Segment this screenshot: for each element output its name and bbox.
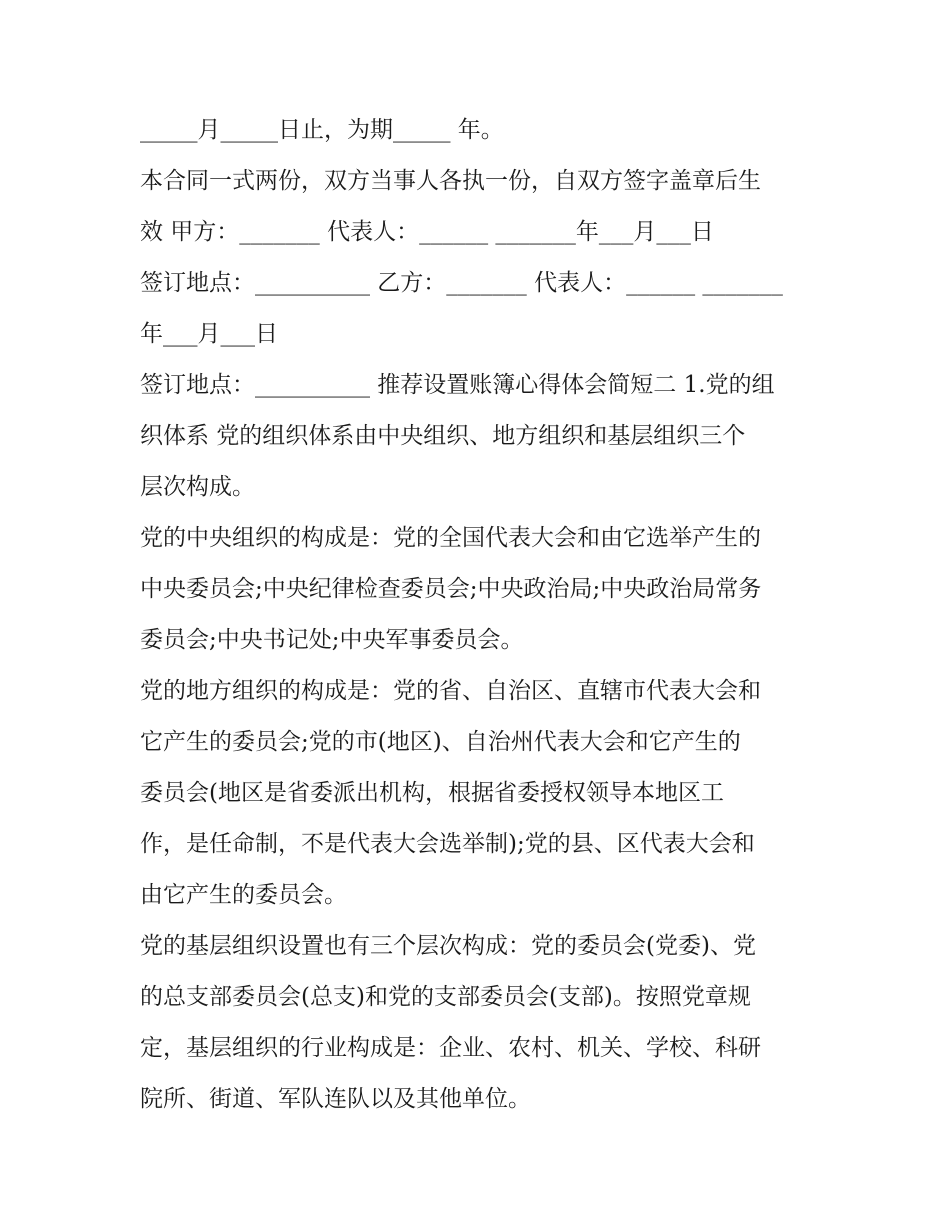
text-line: 党的中央组织的构成是：党的全国代表大会和由它选举产生的 (140, 525, 761, 551)
text-line: 签订地点：__________ 推荐设置账簿心得体会简短二 1.党的组 (140, 372, 775, 398)
text-line: 织体系 党的组织体系由中央组织、地方组织和基层组织三个 (140, 423, 746, 449)
text-line: 效 甲方：_______ 代表人：______ _______年___月___日 (140, 219, 714, 245)
text-line: 由它产生的委员会。 (140, 882, 347, 908)
text-line: 党的基层组织设置也有三个层次构成：党的委员会(党委)、党 (140, 933, 756, 959)
text-line: 签订地点：__________ 乙方：_______ 代表人：______ _______ (140, 270, 783, 296)
text-line: 的总支部委员会(总支)和党的支部委员会(支部)。按照党章规 (140, 984, 751, 1010)
document-body (140, 105, 820, 1125)
text-line: 本合同一式两份，双方当事人各执一份，自双方签字盖章后生 (140, 168, 761, 194)
text-line: 委员会;中央书记处;中央军事委员会。 (140, 627, 524, 653)
text-line: 层次构成。 (140, 474, 255, 500)
text-line: 中央委员会;中央纪律检查委员会;中央政治局;中央政治局常务 (140, 576, 762, 602)
text-line: 年___月___日 (140, 321, 278, 347)
text-line: 委员会(地区是省委派出机构，根据省委授权领导本地区工 (140, 780, 724, 806)
text-line: _____月_____日止，为期_____ 年。 (140, 117, 504, 143)
text-line: 党的地方组织的构成是：党的省、自治区、直辖市代表大会和 (140, 678, 761, 704)
text-line: 它产生的委员会;党的市(地区)、自治州代表大会和它产生的 (140, 729, 741, 755)
text-line: 定，基层组织的行业构成是：企业、农村、机关、学校、科研 (140, 1035, 761, 1061)
text-line: 作，是任命制，不是代表大会选举制);党的县、区代表大会和 (140, 831, 755, 857)
text-line: 院所、街道、军队连队以及其他单位。 (140, 1086, 531, 1112)
